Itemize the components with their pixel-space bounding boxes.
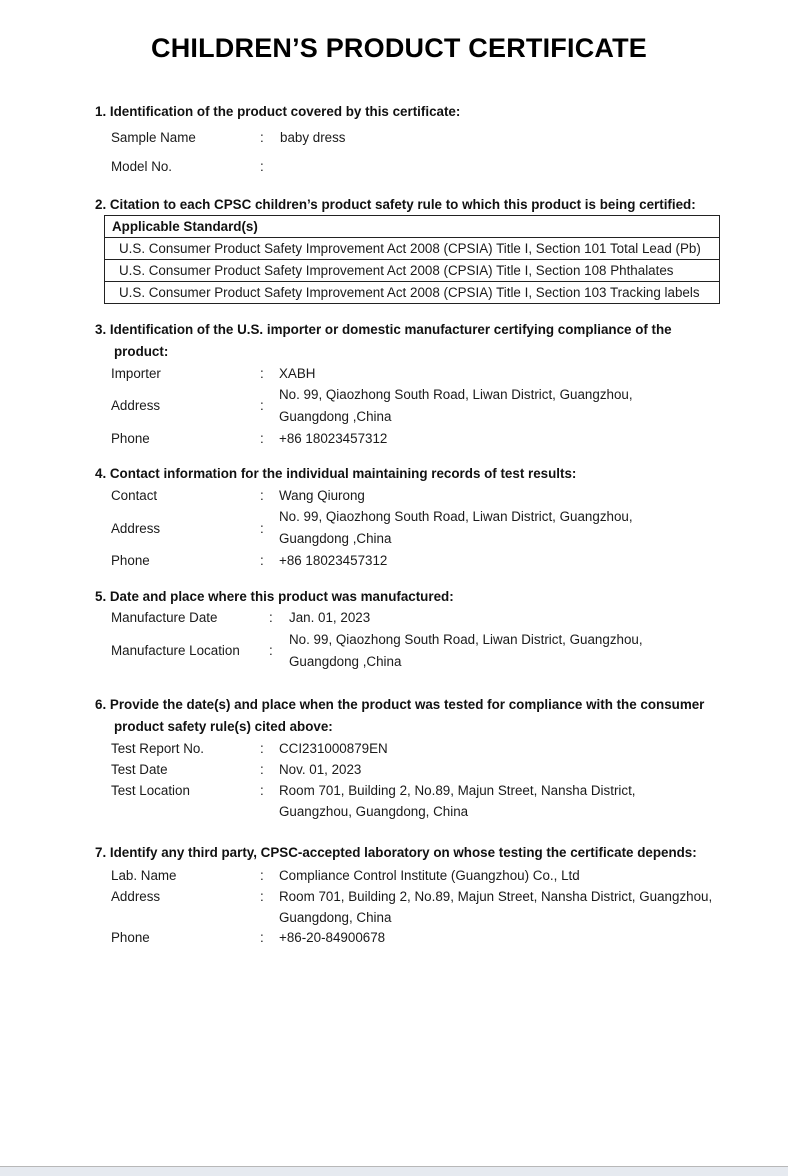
colon: : [260, 762, 264, 777]
test-report-no-label: Test Report No. [111, 741, 205, 756]
lab-name-label: Lab. Name [111, 868, 177, 883]
importer-address-label: Address [111, 398, 161, 413]
colon: : [260, 488, 264, 503]
contact-phone-label: Phone [111, 553, 150, 568]
colon: : [269, 610, 273, 625]
importer-address-line1: No. 99, Qiaozhong South Road, Liwan District, Guangzhou, [279, 387, 633, 402]
colon: : [260, 889, 264, 904]
importer-value: XABH [279, 366, 316, 381]
sample-name-label: Sample Name [111, 130, 196, 145]
manufacture-date-value: Jan. 01, 2023 [289, 610, 371, 625]
colon: : [260, 783, 264, 798]
lab-phone-value: +86-20-84900678 [279, 930, 386, 945]
model-no-label: Model No. [111, 159, 173, 174]
colon: : [260, 553, 264, 568]
test-date-value: Nov. 01, 2023 [279, 762, 362, 777]
table-row [105, 282, 720, 304]
contact-label: Contact [111, 488, 158, 503]
contact-address-line2: Guangdong ,China [279, 531, 392, 546]
colon: : [260, 741, 264, 756]
sample-name-value: baby dress [280, 130, 346, 145]
manufacture-location-label: Manufacture Location [111, 643, 240, 658]
importer-phone-label: Phone [111, 431, 150, 446]
section-4-heading: 4. Contact information for the individual maintaining records of test results: [95, 466, 577, 481]
colon: : [260, 130, 264, 145]
lab-address-line1: Room 701, Building 2, No.89, Majun Street, Nansha District, Guangzhou, [279, 889, 713, 904]
test-report-no-value: CCI231000879EN [279, 741, 388, 756]
section-5-heading: 5. Date and place where this product was manufactured: [95, 589, 454, 604]
section-7-heading: 7. Identify any third party, CPSC-accepted laboratory on whose testing the certificate depends: [95, 845, 697, 860]
colon: : [260, 366, 264, 381]
contact-address-line1: No. 99, Qiaozhong South Road, Liwan District, Guangzhou, [279, 509, 633, 524]
contact-value: Wang Qiurong [279, 488, 365, 503]
contact-phone-value: +86 18023457312 [279, 553, 388, 568]
colon: : [260, 868, 264, 883]
colon: : [260, 431, 264, 446]
manufacture-date-label: Manufacture Date [111, 610, 218, 625]
test-location-label: Test Location [111, 783, 190, 798]
table-row [105, 260, 720, 282]
colon: : [260, 398, 264, 413]
test-location-line1: Room 701, Building 2, No.89, Majun Street, Nansha District, [279, 783, 636, 798]
test-date-label: Test Date [111, 762, 168, 777]
applicable-standards-table [104, 215, 720, 304]
lab-address-label: Address [111, 889, 161, 904]
colon: : [269, 643, 273, 658]
lab-phone-label: Phone [111, 930, 150, 945]
standard-cell: U.S. Consumer Product Safety Improvement Act 2008 (CPSIA) Title I, Section 101 Total Lead (Pb) [105, 238, 720, 260]
section-3-heading: 3. Identification of the U.S. importer or domestic manufacturer certifying compliance of the [95, 322, 672, 337]
importer-phone-value: +86 18023457312 [279, 431, 388, 446]
lab-name-value: Compliance Control Institute (Guangzhou) Co., Ltd [279, 868, 580, 883]
colon: : [260, 521, 264, 536]
section-6-heading: 6. Provide the date(s) and place when the product was tested for compliance with the consumer [95, 697, 705, 712]
test-location-line2: Guangzhou, Guangdong, China [279, 804, 469, 819]
manufacture-location-line1: No. 99, Qiaozhong South Road, Liwan District, Guangzhou, [289, 632, 643, 647]
colon: : [260, 930, 264, 945]
importer-label: Importer [111, 366, 161, 381]
page-title: CHILDREN’S PRODUCT CERTIFICATE [151, 33, 647, 63]
lab-address-line2: Guangdong, China [279, 910, 392, 925]
table-header: Applicable Standard(s) [105, 216, 720, 238]
section-1-heading: 1. Identification of the product covered by this certificate: [95, 104, 461, 119]
colon: : [260, 159, 264, 174]
contact-address-label: Address [111, 521, 161, 536]
section-3-heading-cont: product: [114, 344, 169, 359]
manufacture-location-line2: Guangdong ,China [289, 654, 402, 669]
table-row [105, 238, 720, 260]
importer-address-line2: Guangdong ,China [279, 409, 392, 424]
standard-cell: U.S. Consumer Product Safety Improvement Act 2008 (CPSIA) Title I, Section 108 Phthalates [105, 260, 720, 282]
standard-cell: U.S. Consumer Product Safety Improvement Act 2008 (CPSIA) Title I, Section 103 Tracking labels [105, 282, 720, 304]
section-2-heading: 2. Citation to each CPSC children’s product safety rule to which this product is being certified: [95, 197, 696, 212]
section-6-heading-cont: product safety rule(s) cited above: [114, 719, 333, 734]
table-header-row [105, 216, 720, 238]
